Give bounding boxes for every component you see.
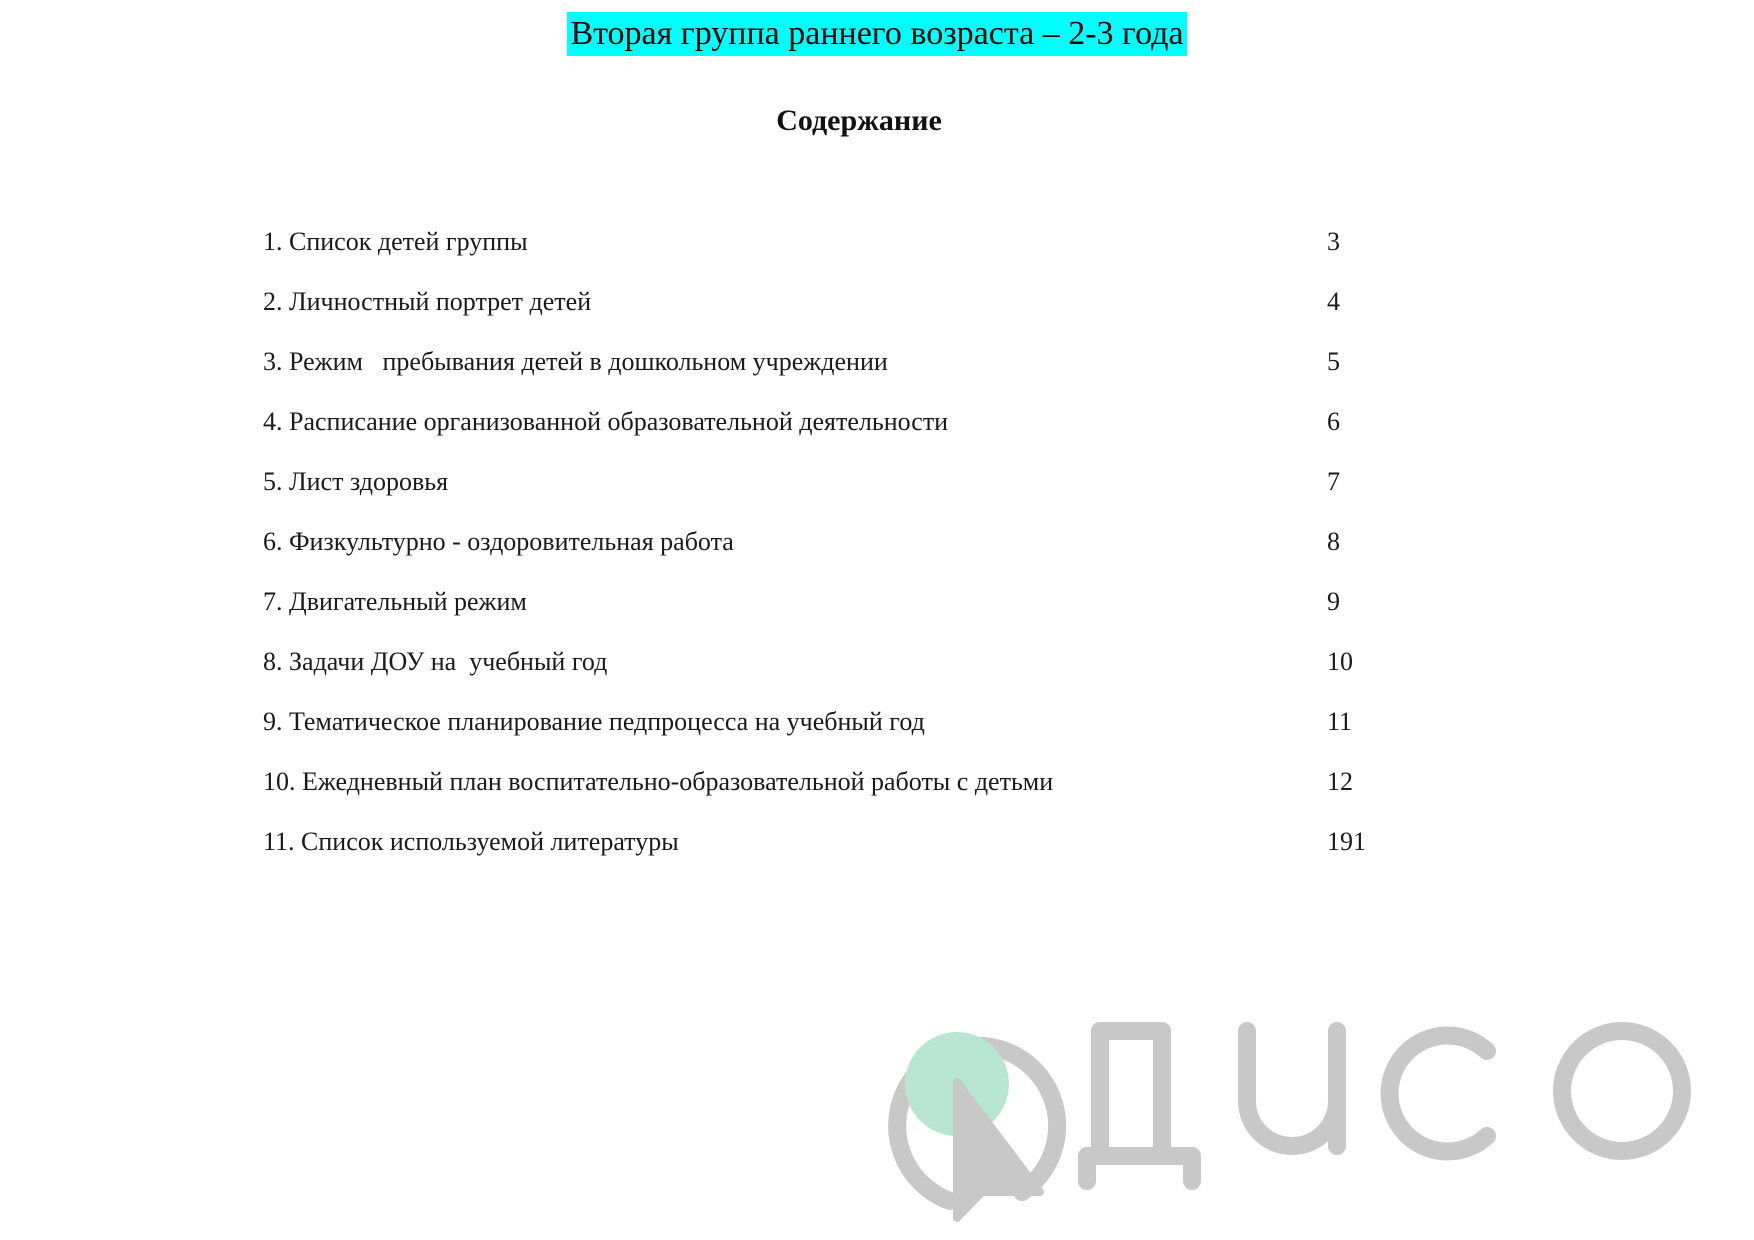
toc-item-label: 11. Список используемой литературы	[263, 827, 679, 856]
toc-item	[263, 642, 1383, 702]
toc-item-page: 11	[1327, 707, 1353, 736]
toc-item-page: 7	[1327, 467, 1340, 496]
toc-item-label: 2. Личностный портрет детей	[263, 287, 592, 316]
group-header	[0, 12, 1754, 56]
toc-item	[263, 522, 1383, 582]
toc-item-page: 4	[1327, 287, 1340, 316]
toc-item	[263, 462, 1383, 522]
toc-item-page: 9	[1327, 587, 1340, 616]
toc-item	[263, 402, 1383, 462]
toc-item	[263, 822, 1383, 882]
group-title-highlight: Вторая группа раннего возраста – 2-3 года	[567, 12, 1186, 56]
toc-item-page: 6	[1327, 407, 1340, 436]
logo-lettering	[1087, 1031, 1682, 1181]
toc-item	[263, 762, 1383, 822]
toc-item-page: 191	[1327, 827, 1366, 856]
toc-item-page: 10	[1327, 647, 1353, 676]
watermark-logo	[862, 996, 1732, 1226]
toc-item-label: 6. Физкультурно - оздоровительная работа	[263, 527, 734, 556]
toc-item-page: 8	[1327, 527, 1340, 556]
toc-item-label: 10. Ежедневный план воспитательно-образовательной работы с детьми	[263, 767, 1054, 796]
toc-title: Содержание	[776, 104, 942, 137]
toc-item	[263, 702, 1383, 762]
toc-item	[263, 222, 1383, 282]
toc-item	[263, 582, 1383, 642]
toc-item-label: 4. Расписание организованной образовательной деятельности	[263, 407, 949, 436]
toc-item-page: 5	[1327, 347, 1340, 376]
toc-item-label: 3. Режим пребывания детей в дошкольном учреждении	[263, 347, 888, 376]
toc-item-label: 1. Список детей группы	[263, 227, 528, 256]
toc-item	[263, 342, 1383, 402]
toc-item-label: 5. Лист здоровья	[263, 467, 449, 496]
cursor-circle-logo-icon	[897, 1032, 1057, 1218]
toc-item-label: 7. Двигательный режим	[263, 587, 527, 616]
toc-item-page: 3	[1327, 227, 1340, 256]
toc-list	[263, 222, 1383, 882]
toc-item-label: 8. Задачи ДОУ на учебный год	[263, 647, 608, 676]
toc-item-label: 9. Тематическое планирование педпроцесса на учебный год	[263, 707, 925, 736]
toc-item-page: 12	[1327, 767, 1353, 796]
toc-item	[263, 282, 1383, 342]
